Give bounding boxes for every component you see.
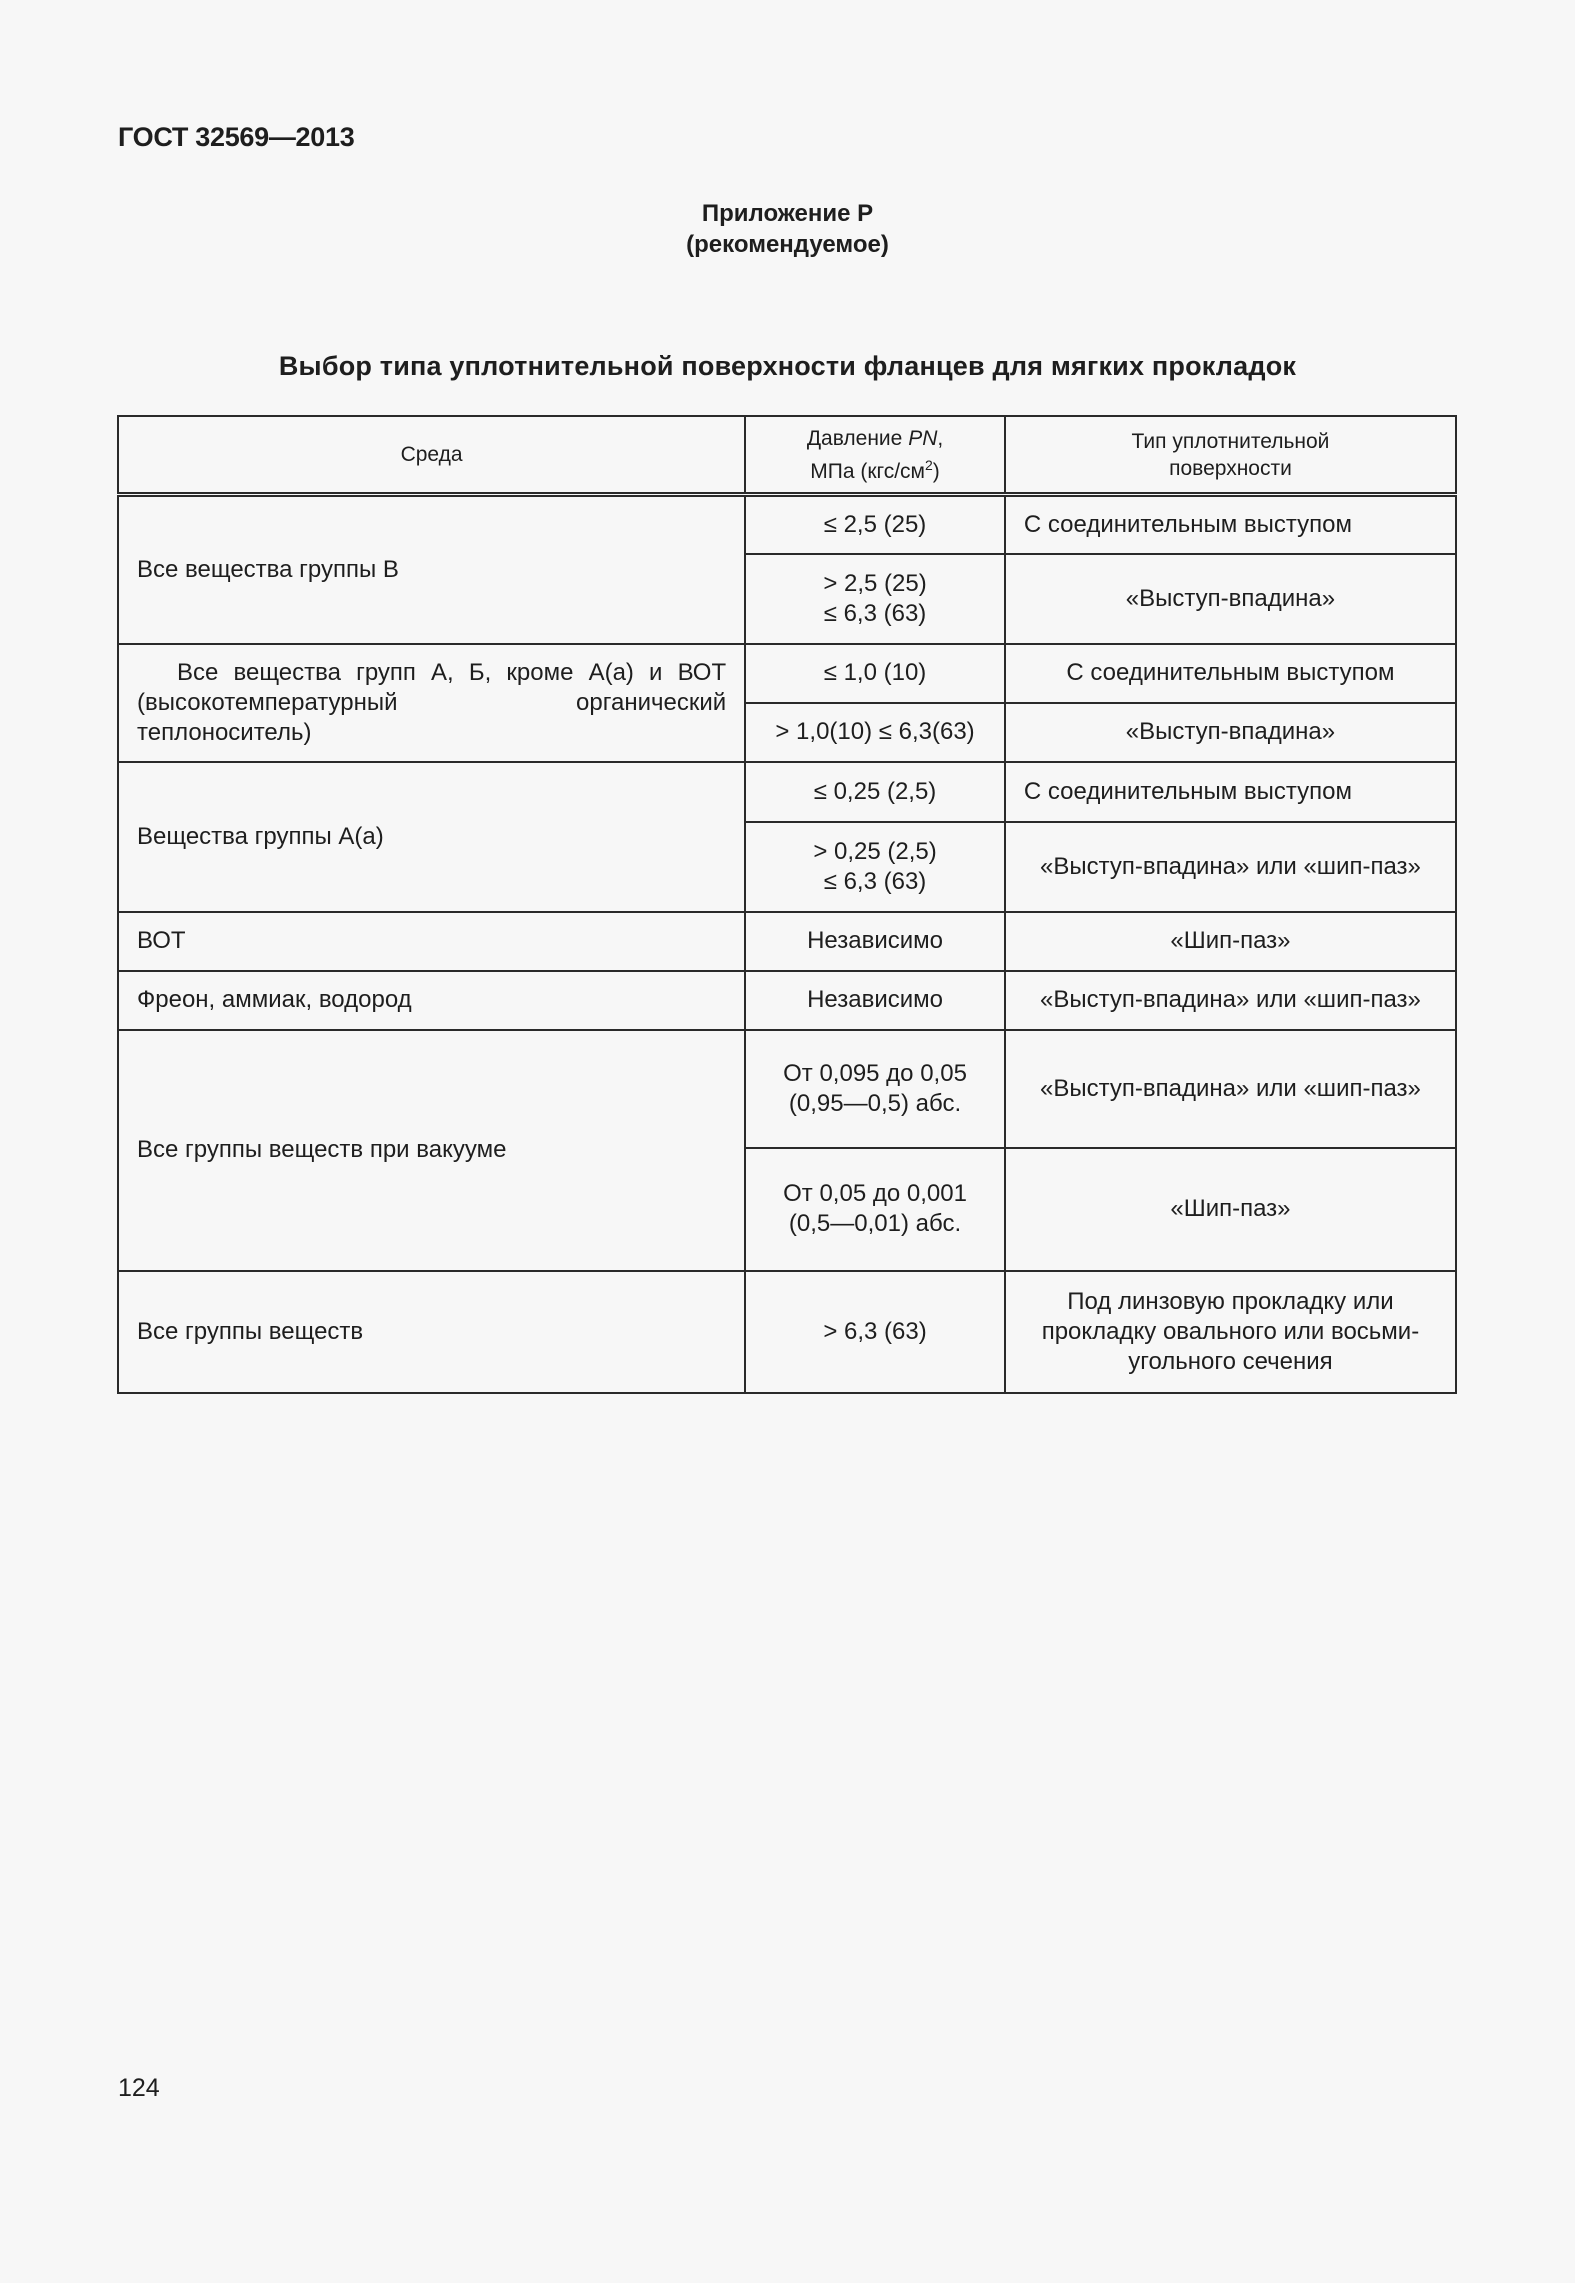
surface-type-cell (1005, 912, 1456, 971)
medium-cell: Все группы веществ (118, 1271, 745, 1393)
pressure-line: (0,95—0,5) абс. (788, 1089, 962, 1117)
pressure-line: От 0,05 до 0,001 (783, 1180, 967, 1207)
surface-type-line: «Выступ-впадина» (1125, 584, 1336, 612)
pressure-cell (745, 1148, 1005, 1271)
surface-type-line: С соединительным выступом (1066, 659, 1395, 686)
pressure-line: > 0,25 (2,5) (813, 837, 937, 865)
surface-type-cell (1005, 762, 1456, 822)
surface-type-line: угольного сечения (1128, 1347, 1333, 1375)
pressure-line: От 0,095 до 0,05 (783, 1059, 967, 1087)
pressure-line: ≤ 1,0 (10) (823, 659, 927, 686)
medium-cell: ВОТ (118, 912, 745, 971)
pressure-line: > 6,3 (63) (823, 1317, 927, 1345)
surface-type-cell (1005, 822, 1456, 912)
medium-cell: Все группы веществ при вакууме (118, 1030, 745, 1271)
flange-surface-table (117, 415, 1457, 1394)
page-number: 124 (118, 2074, 160, 2102)
pressure-cell (745, 971, 1005, 1030)
pressure-line: ≤ 2,5 (25) (823, 510, 927, 538)
pressure-line: > 2,5 (25) (823, 569, 927, 597)
table-header-row (118, 416, 1456, 495)
appendix-label: Приложение Р (701, 200, 874, 227)
surface-type-cell (1005, 1148, 1456, 1271)
table-row (118, 971, 1456, 1030)
table-row (118, 495, 1456, 554)
table-row (118, 1271, 1456, 1393)
appendix-heading (0, 198, 1575, 260)
table-title: Выбор типа уплотнительной поверхности фланцев для мягких прокладок (278, 351, 1297, 381)
surface-type-cell (1005, 1030, 1456, 1148)
pressure-line: Независимо (807, 986, 943, 1013)
pressure-line: ≤ 6,3 (63) (823, 867, 927, 895)
table-body (118, 495, 1456, 1393)
surface-type-line: «Шип-паз» (1170, 1195, 1291, 1222)
pressure-line: > 1,0(10) ≤ 6,3(63) (775, 718, 975, 745)
surface-type-line: С соединительным выступом (1023, 777, 1352, 805)
table-row (118, 762, 1456, 822)
pressure-cell (745, 762, 1005, 822)
surface-type-cell (1005, 703, 1456, 762)
pressure-cell (745, 822, 1005, 912)
pressure-line: Независимо (807, 927, 943, 954)
pressure-cell (745, 1030, 1005, 1148)
surface-type-line: С соединительным выступом (1023, 510, 1352, 538)
table-row (118, 912, 1456, 971)
medium-cell: Все вещества группы В (118, 495, 745, 644)
pressure-cell (745, 644, 1005, 703)
pressure-line: ≤ 0,25 (2,5) (813, 777, 937, 805)
header-pressure: Давление PN, МПа $(кгс/см^2)$ (745, 416, 1005, 495)
medium-cell: Фреон, аммиак, водород (118, 971, 745, 1030)
surface-type-cell (1005, 495, 1456, 554)
header-medium: Среда (118, 416, 745, 495)
surface-type-cell (1005, 644, 1456, 703)
header-surface-type: Тип уплотнительной поверхности (1005, 416, 1456, 495)
medium-cell: Все вещества групп А, Б, кроме А(а) и ВОТ (высокотемпературный органический теплоноситель) (118, 644, 745, 762)
table-row (118, 644, 1456, 703)
surface-type-line: «Выступ-впадина» или «шип-паз» (1040, 1074, 1421, 1102)
surface-type-line: «Выступ-впадина» или «шип-паз» (1040, 852, 1421, 880)
document-code: ГОСТ 32569—2013 (118, 122, 355, 152)
table-row (118, 1030, 1456, 1148)
surface-type-cell (1005, 1271, 1456, 1393)
pressure-line: ≤ 6,3 (63) (823, 599, 927, 627)
medium-cell: Вещества группы А(а) (118, 762, 745, 912)
surface-type-cell (1005, 971, 1456, 1030)
surface-type-line: «Выступ-впадина» или «шип-паз» (1040, 986, 1421, 1013)
pressure-cell (745, 1271, 1005, 1393)
surface-type-line: «Шип-паз» (1170, 927, 1291, 954)
pressure-line: (0,5—0,01) абс. (788, 1210, 962, 1237)
appendix-status: (рекомендуемое) (686, 231, 889, 258)
pressure-cell (745, 912, 1005, 971)
surface-type-cell (1005, 554, 1456, 644)
surface-type-line: прокладку овального или восьми- (1041, 1317, 1420, 1345)
pressure-cell (745, 703, 1005, 762)
surface-type-line: Под линзовую прокладку или (1067, 1287, 1394, 1315)
pressure-cell (745, 495, 1005, 554)
pressure-cell (745, 554, 1005, 644)
surface-type-line: «Выступ-впадина» (1125, 718, 1336, 745)
